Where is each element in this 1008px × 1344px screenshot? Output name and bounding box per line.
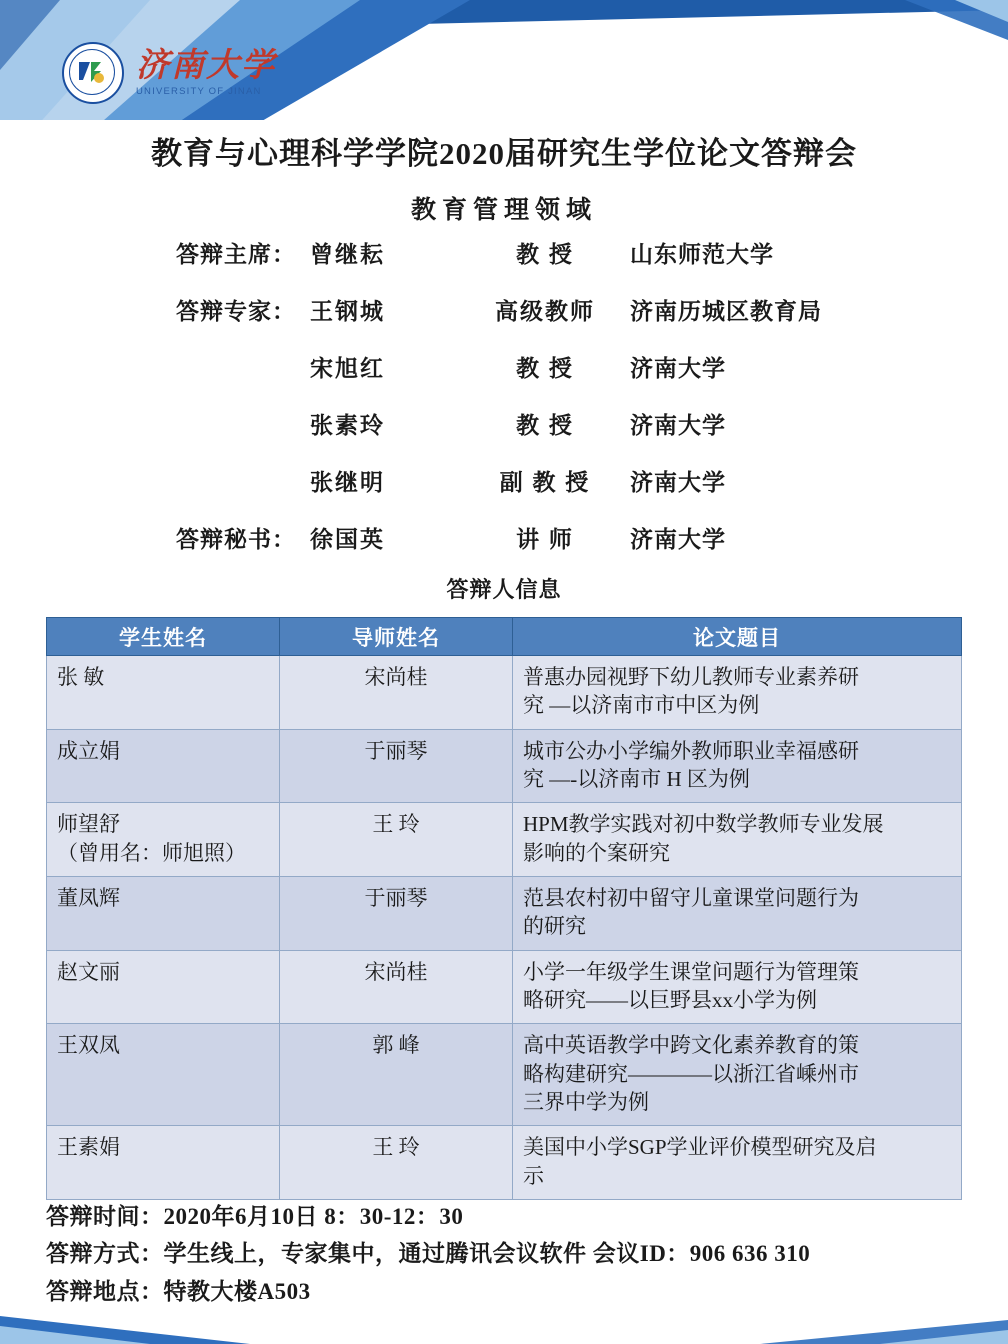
- thesis-title-line: 示: [523, 1163, 544, 1188]
- committee-name: 王钢城: [310, 299, 385, 324]
- student-name: 赵文丽: [57, 959, 120, 984]
- committee-row: [0, 293, 1008, 350]
- committee-role: 答辩秘书：: [176, 527, 296, 552]
- student-name: 张 敏: [57, 665, 105, 689]
- committee-row: [0, 407, 1008, 464]
- committee-name: 张素玲: [310, 413, 385, 438]
- committee-rank: 教 授: [516, 242, 574, 267]
- thesis-title-line: 影响的个案研究: [523, 840, 670, 865]
- page-title: 教育与心理科学学院2020届研究生学位论文答辩会: [151, 136, 857, 171]
- seal-emblem-icon: [77, 58, 107, 86]
- committee-org: 济南大学: [630, 527, 726, 552]
- thesis-title-line: HPM教学实践对初中数学教师专业发展: [523, 812, 884, 837]
- column-header-mentor-name: 导师姓名: [280, 618, 513, 656]
- committee-role: 答辩专家：: [176, 299, 296, 324]
- thesis-title-line: 究 —以济南市市中区为例: [523, 693, 760, 718]
- thesis-title-line: 三界中学为例: [523, 1090, 649, 1115]
- student-name: 王双凤: [57, 1033, 120, 1058]
- committee-row: [0, 236, 1008, 293]
- page-subtitle: 教育管理领域: [410, 197, 597, 224]
- thesis-title-line: 美国中小学SGP学业评价模型研究及启: [523, 1135, 877, 1160]
- bottom-decorative-bar: [0, 1310, 1008, 1344]
- thesis-title-line: 范县农村初中留守儿童课堂问题行为: [523, 886, 859, 911]
- cell-thesis-title: [513, 877, 962, 951]
- university-logo: [62, 42, 276, 104]
- student-name: 师望舒: [57, 812, 120, 837]
- committee-rank: 教 授: [516, 413, 574, 438]
- table-row: [47, 656, 962, 730]
- cell-thesis-title: [513, 950, 962, 1024]
- committee-role: 答辩主席：: [176, 242, 296, 267]
- committee-rank: 高级教师: [495, 299, 595, 324]
- column-header-thesis-title: 论文题目: [513, 618, 962, 656]
- table-row: [47, 803, 962, 877]
- table-row: [47, 1024, 962, 1126]
- cell-thesis-title: [513, 656, 962, 730]
- cell-student-name: [47, 950, 280, 1024]
- cell-thesis-title: [513, 729, 962, 803]
- cell-thesis-title: [513, 1126, 962, 1200]
- table-row: [47, 1126, 962, 1200]
- committee-rank: 讲 师: [516, 527, 574, 552]
- student-name: 成立娟: [57, 738, 120, 763]
- cell-student-name: [47, 1024, 280, 1126]
- thesis-title-line: 究 —-以济南市 H 区为例: [523, 767, 750, 792]
- committee-org: 济南大学: [630, 413, 726, 438]
- student-name-alias: （曾用名：师旭照）: [57, 840, 246, 865]
- cell-thesis-title: [513, 803, 962, 877]
- table-head: [47, 618, 962, 656]
- logo-name-en: UNIVERSITY OF JINAN: [136, 86, 262, 98]
- cell-mentor-name: 郭 峰: [280, 1024, 513, 1126]
- table-row: [47, 950, 962, 1024]
- thesis-title-line: 的研究: [523, 914, 586, 939]
- defense-method: 答辩方式：学生线上，专家集中，通过腾讯会议软件 会议ID：906 636 310: [46, 1241, 811, 1267]
- committee-row: [0, 350, 1008, 407]
- committee-row: [0, 464, 1008, 521]
- cell-student-name: [47, 1126, 280, 1200]
- committee-rank: 副 教 授: [499, 470, 591, 495]
- column-header-student-name: 学生姓名: [47, 618, 280, 656]
- cell-mentor-name: 于丽琴: [280, 729, 513, 803]
- thesis-title-line: 普惠办园视野下幼儿教师专业素养研: [523, 665, 859, 689]
- committee-list: [0, 236, 1008, 578]
- committee-row: [0, 521, 1008, 578]
- committee-org: 济南大学: [630, 356, 726, 381]
- cell-student-name: [47, 803, 280, 877]
- defense-place: 答辩地点：特教大楼A503: [46, 1278, 311, 1304]
- cell-mentor-name: 宋尚桂: [280, 656, 513, 730]
- cell-mentor-name: 王 玲: [280, 803, 513, 877]
- committee-name: 宋旭红: [310, 356, 385, 381]
- footer-notes: [46, 1198, 976, 1310]
- thesis-title-line: 城市公办小学编外教师职业幸福感研: [523, 738, 859, 763]
- bottom-bar-graphic: [0, 1310, 1008, 1344]
- cell-mentor-name: 宋尚桂: [280, 950, 513, 1024]
- thesis-title-line: 高中英语教学中跨文化素养教育的策: [523, 1033, 859, 1058]
- table-row: [47, 729, 962, 803]
- cell-thesis-title: [513, 1024, 962, 1126]
- cell-mentor-name: 王 玲: [280, 1126, 513, 1200]
- cell-mentor-name: 于丽琴: [280, 877, 513, 951]
- committee-org: 山东师范大学: [630, 242, 774, 267]
- table-row: [47, 877, 962, 951]
- student-name: 董凤辉: [57, 886, 120, 911]
- university-seal-icon: [62, 42, 124, 104]
- thesis-title-line: 略构建研究————以浙江省嵊州市: [523, 1061, 859, 1086]
- cell-student-name: [47, 656, 280, 730]
- table-header-row: [47, 618, 962, 656]
- thesis-title-line: 小学一年级学生课堂问题行为管理策: [523, 959, 859, 984]
- thesis-title-line: 略研究——以巨野县xx小学为例: [523, 988, 817, 1013]
- committee-rank: 教 授: [516, 356, 574, 381]
- student-name: 王素娟: [57, 1135, 120, 1160]
- committee-org: 济南大学: [630, 470, 726, 495]
- logo-text-block: [136, 49, 276, 98]
- table-body: [47, 656, 962, 1200]
- committee-org: 济南历城区教育局: [630, 299, 822, 324]
- cell-student-name: [47, 729, 280, 803]
- committee-name: 徐国英: [310, 527, 385, 552]
- students-table: [46, 617, 962, 1200]
- committee-name: 张继明: [310, 470, 385, 495]
- committee-name: 曾继耘: [310, 242, 385, 267]
- defense-time: 答辩时间：2020年6月10日 8：30-12：30: [46, 1204, 464, 1229]
- logo-name-cn: 济南大学: [136, 47, 276, 84]
- cell-student-name: [47, 877, 280, 951]
- defender-info-heading: 答辩人信息: [446, 577, 562, 602]
